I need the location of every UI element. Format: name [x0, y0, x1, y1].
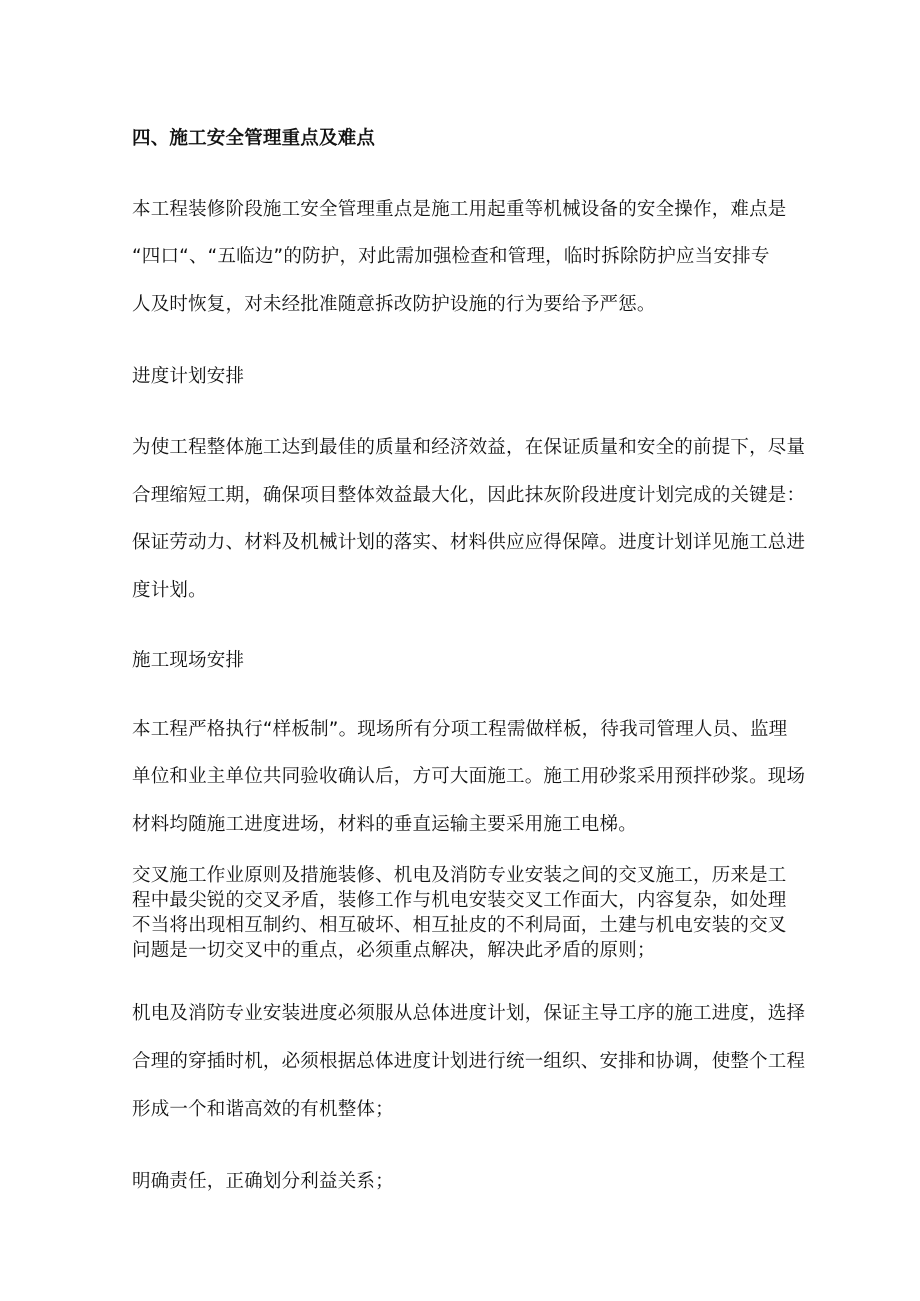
paragraph-line: 机电及消防专业安装进度必须服从总体进度计划，保证主导工序的施工进度，选择	[132, 1003, 806, 1024]
paragraph-line: 形成一个和谐高效的有机整体；	[132, 1098, 394, 1120]
safety-paragraph	[132, 186, 800, 328]
paragraph-line: 程中最尖锐的交叉矛盾，装修工作与机电安装交叉工作面大，内容复杂，如处理	[132, 890, 787, 911]
paragraph-line: 合理的穿插时机，必须根据总体进度计划进行统一组织、安排和协调，使整个工程	[132, 1050, 806, 1072]
paragraph-line: 单位和业主单位共同验收确认后，方可大面施工。施工用砂浆采用预拌砂浆。现场	[132, 766, 806, 788]
cross-construction-paragraph	[132, 863, 800, 963]
paragraph-line: 人及时恢复，对未经批准随意拆改防护设施的行为要给予严惩。	[132, 293, 656, 315]
paragraph-line: 本工程严格执行“样板制”。现场所有分项工程需做样板，待我司管理人员、监理	[132, 719, 788, 740]
paragraph-line: 材料均随施工进度进场，材料的垂直运输主要采用施工电梯。	[132, 813, 637, 835]
paragraph-line: 交叉施工作业原则及措施装修、机电及消防专业安装之间的交叉施工，历来是工	[132, 865, 787, 886]
site-paragraph	[132, 706, 806, 848]
paragraph-line: 问题是一切交叉中的重点，必须重点解决，解决此矛盾的原则；	[132, 940, 656, 961]
paragraph-line: “四口“、“五临边”的防护，对此需加强检查和管理，临时拆除防护应当安排专	[132, 246, 770, 268]
paragraph-line: 不当将出现相互制约、相互破坏、相互扯皮的不利局面，土建与机电安装的交叉	[132, 915, 787, 936]
section-heading: 四、施工安全管理重点及难点	[132, 128, 376, 149]
paragraph-line: 保证劳动力、材料及机械计划的落实、材料供应应得保障。进度计划详见施工总进	[132, 532, 806, 553]
mep-schedule-paragraph	[132, 990, 806, 1133]
site-heading: 施工现场安排	[132, 650, 245, 671]
paragraph-line: 为使工程整体施工达到最佳的质量和经济效益，在保证质量和安全的前提下，尽量	[132, 437, 806, 458]
schedule-heading: 进度计划安排	[132, 366, 245, 387]
schedule-paragraph	[132, 424, 806, 614]
paragraph-line: 合理缩短工期，确保项目整体效益最大化，因此抹灰阶段进度计划完成的关键是：	[132, 484, 806, 506]
paragraph-line: 度计划。	[132, 579, 207, 601]
paragraph-line: 本工程装修阶段施工安全管理重点是施工用起重等机械设备的安全操作，难点是	[132, 199, 787, 220]
responsibility-line: 明确责任，正确划分利益关系；	[132, 1171, 394, 1192]
